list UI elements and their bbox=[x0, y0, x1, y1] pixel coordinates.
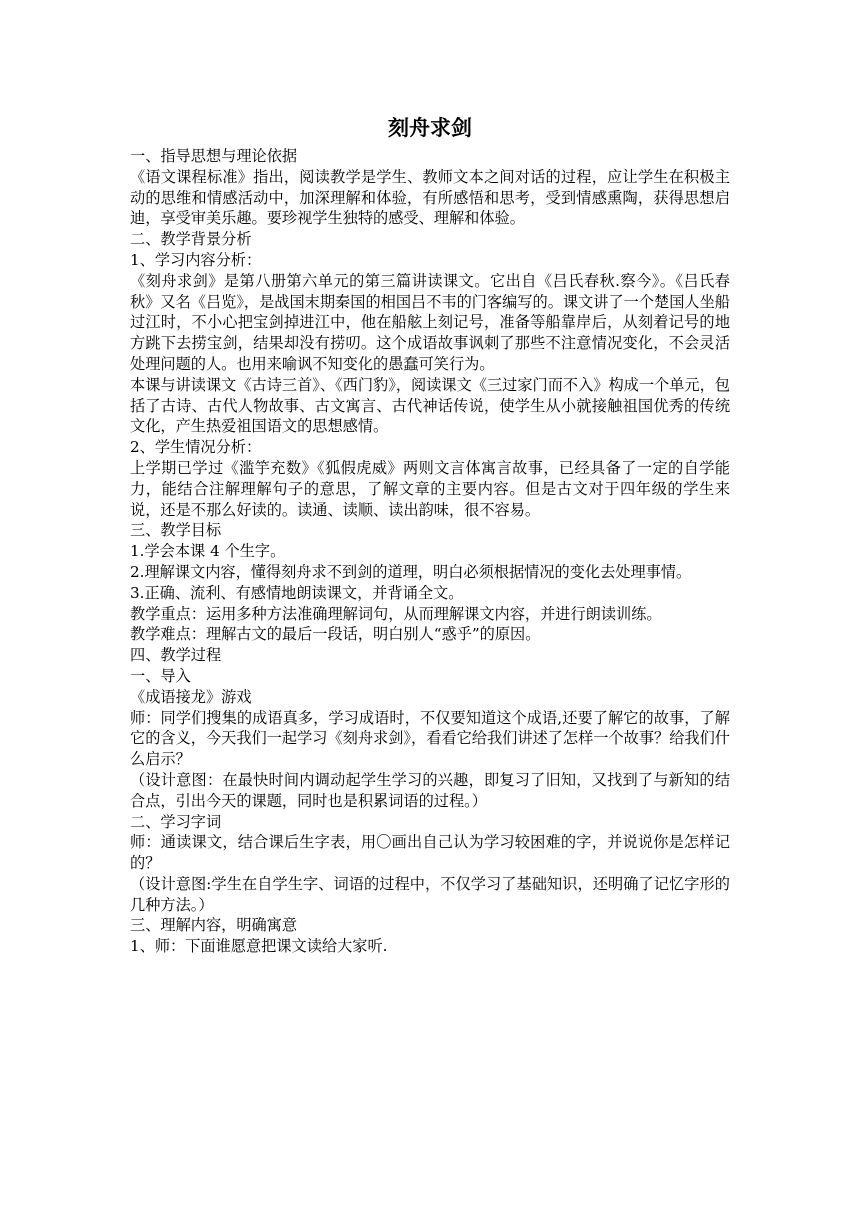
paragraph: 1、师：下面谁愿意把课文读给大家听. bbox=[130, 937, 388, 956]
paragraph: 3.正确、流利、有感情地朗读课文，并背诵全文。 bbox=[130, 583, 464, 602]
paragraph: 一、指导思想与理论依据 bbox=[130, 147, 298, 165]
paragraph: 二、教学背景分析 bbox=[130, 230, 252, 249]
paragraph: 一、导入 bbox=[130, 666, 191, 685]
paragraph: 《刻舟求剑》是第八册第六单元的第三篇讲读课文。它出自《吕氏春秋.察今》。《吕氏春秋》又名《吕览》，是战国末期秦国的相国吕不韦的门客编写的。课文讲了一个楚国人坐船过江时，不小心把宝剑掉进江中，他在船舷上刻记号，准备等船靠岸后，从刻着记号的地方跳下去捞宝剑，结果却没有捞叨。这个成语故事讽刺了那些不注意情况变化，不会灵活处理问题的人。也用来喻讽不知变化的愚蠢可笑行为。 bbox=[130, 271, 730, 373]
paragraph: 上学期已学过《滥竽充数》《狐假虎威》两则文言体寓言故事，已经具备了一定的自学能力，能结合注解理解句子的意思，了解文章的主要内容。但是古文对于四年级的学生来说，还是不那么好读的。读通、读顺、读出韵味，很不容易。 bbox=[130, 458, 730, 519]
document-body bbox=[130, 146, 730, 957]
paragraph: （设计意图:学生在自学生字、词语的过程中，不仅学习了基础知识，还明确了记忆字形的几种方法。） bbox=[130, 874, 730, 914]
paragraph: 《语文课程标准》指出，阅读教学是学生、教师文本之间对话的过程，应让学生在积极主动的思维和情感活动中，加深理解和体验，有所感悟和思考，受到情感熏陶，获得思想启迪，享受审美乐趣。要珍视学生独特的感受、理解和体验。 bbox=[130, 167, 730, 228]
paragraph: 教学重点：运用多种方法准确理解词句，从而理解课文内容，并进行朗读训练。 bbox=[130, 604, 662, 623]
paragraph: 本课与讲读课文《古诗三首》、《西门豹》，阅读课文《三过家门而不入》构成一个单元，包括了古诗、古代人物故事、古文寓言、古代神话传说，使学生从小就接触祖国优秀的传统文化，产生热爱祖国语文的思想感情。 bbox=[130, 375, 730, 436]
paragraph: 二、学习字词 bbox=[130, 812, 222, 831]
paragraph: 2、学生情况分析： bbox=[130, 438, 262, 457]
paragraph: 三、教学目标 bbox=[130, 521, 222, 540]
paragraph: 1.学会本课 4 个生字。 bbox=[130, 542, 286, 561]
paragraph: 1、学习内容分析： bbox=[130, 250, 262, 269]
paragraph: 三、理解内容，明确寓意 bbox=[130, 916, 298, 935]
paragraph: 师：同学们搜集的成语真多，学习成语时，不仅要知道这个成语,还要了解它的故事，了解它的含义，今天我们一起学习《刻舟求剑》，看看它给我们讲述了怎样一个故事？给我们什么启示？ bbox=[130, 708, 730, 769]
paragraph: 2.理解课文内容，懂得刻舟求不到剑的道理，明白必须根据情况的变化去处理事情。 bbox=[130, 562, 692, 581]
paragraph: 教学难点：理解古文的最后一段话，明白别人“惑乎”的原因。 bbox=[130, 625, 541, 644]
paragraph: 《成语接龙》游戏 bbox=[130, 687, 252, 706]
paragraph: 师：通读课文，结合课后生字表，用〇画出自己认为学习较困难的字，并说说你是怎样记的？ bbox=[130, 833, 730, 873]
paragraph: （设计意图：在最快时间内调动起学生学习的兴趣，即复习了旧知，又找到了与新知的结合点，引出今天的课题，同时也是积累词语的过程。） bbox=[130, 770, 730, 810]
document-title: 刻舟求剑 bbox=[388, 116, 472, 140]
paragraph: 四、教学过程 bbox=[130, 646, 222, 665]
document-page bbox=[130, 112, 730, 957]
